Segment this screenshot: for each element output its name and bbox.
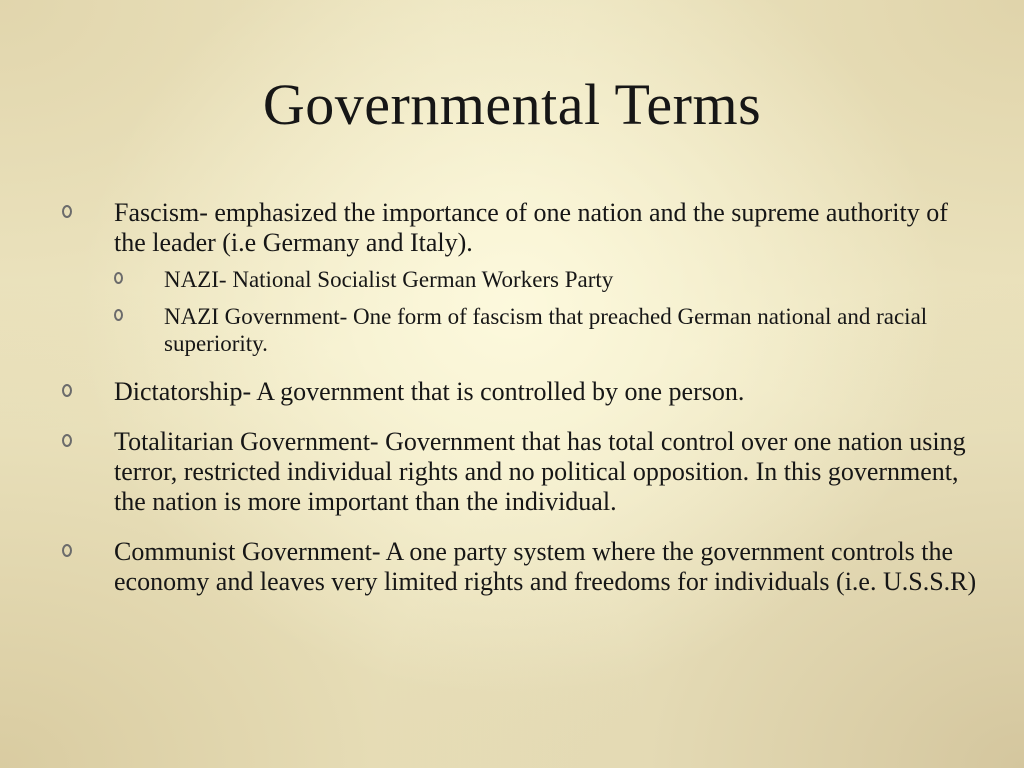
hollow-circle-bullet-icon: [62, 205, 72, 218]
bullet-text: Totalitarian Government- Government that has total control over one nation using terror, restricted individual rights and no political opposition. In this government, the nation is more important than the individual.: [114, 427, 966, 516]
hollow-circle-bullet-icon: [62, 544, 72, 557]
sub-bullet-text: NAZI- National Socialist German Workers Party: [164, 267, 614, 292]
bullet-item-communist: [62, 537, 982, 597]
hollow-circle-bullet-icon: [62, 384, 72, 397]
sub-bullet-list: [114, 266, 982, 357]
hollow-circle-bullet-icon: [114, 272, 123, 284]
bullet-text: Fascism- emphasized the importance of one nation and the supreme authority of the leader (i.e Germany and Italy).: [114, 198, 948, 257]
hollow-circle-bullet-icon: [114, 309, 123, 321]
bullet-text: Communist Government- A one party system where the government controls the economy and leaves very limited rights and freedoms for individuals (i.e. U.S.S.R): [114, 537, 977, 596]
slide-title: Governmental Terms: [262, 72, 762, 137]
bullet-text: Dictatorship- A government that is controlled by one person.: [114, 377, 745, 406]
sub-bullet-item-nazi: [114, 266, 982, 293]
bullet-item-totalitarian: [62, 427, 982, 517]
sub-bullet-text: NAZI Government- One form of fascism that preached German national and racial superiority.: [164, 304, 928, 356]
sub-bullet-item-nazi-government: [114, 303, 982, 357]
hollow-circle-bullet-icon: [62, 434, 72, 447]
bullet-item-dictatorship: [62, 377, 982, 407]
bullet-item-fascism: [62, 198, 982, 357]
bullet-list: [62, 198, 982, 597]
